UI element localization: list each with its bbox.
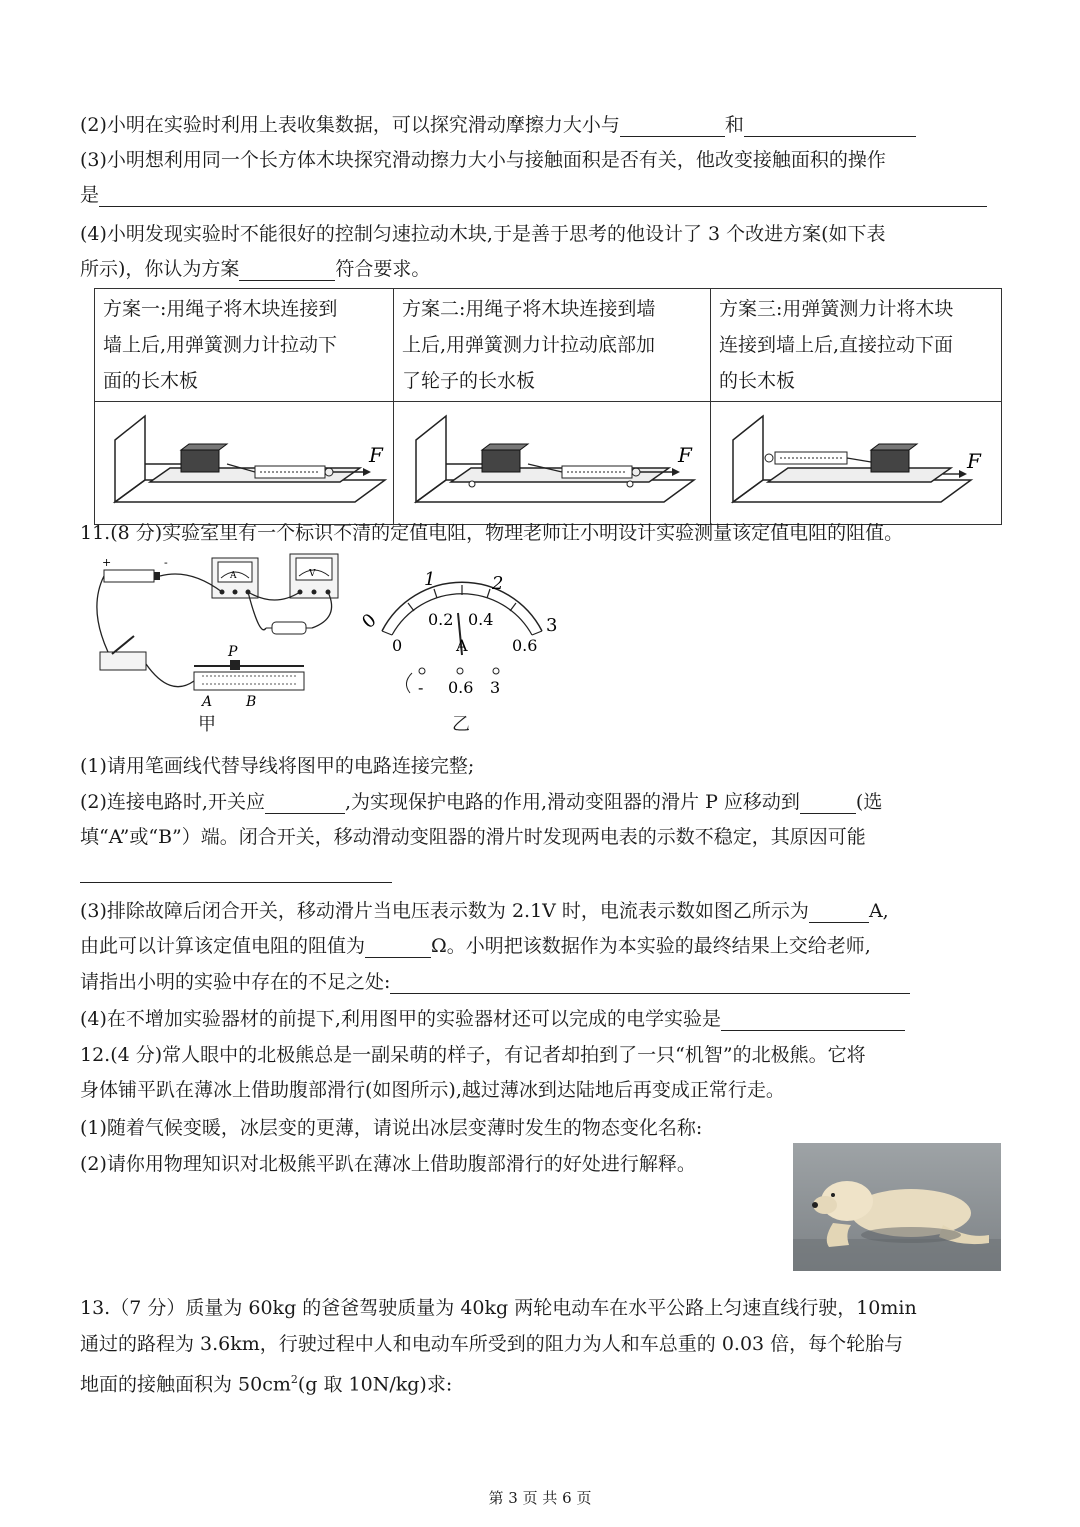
answer-blank[interactable] <box>80 862 392 883</box>
answer-blank[interactable] <box>239 260 335 281</box>
q10-part4-line1: (4)小明发现实验时不能很好的控制匀速拉动木块,于是善于思考的他设计了 3 个改进方案(如下表 <box>80 223 886 245</box>
plan-two-text: 方案二:用绳子将木块连接到墙 上后,用弹簧测力计拉动底部加 了轮子的长水板 <box>394 289 711 402</box>
q12-part1: (1)随着气候变暖，冰层变的更薄，请说出冰层变薄时发生的物态变化名称: <box>80 1117 703 1139</box>
q11-part3-line1: (3)排除故障后闭合开关，移动滑片当电压表示数为 2.1V 时，电流表示数如图乙所示为 A, <box>80 900 889 922</box>
q11-part4: (4)在不增加实验器材的前提下,利用图甲的实验器材还可以完成的电学实验是 <box>80 1007 1002 1031</box>
svg-text:0: 0 <box>358 609 381 634</box>
ammeter-scale-figure-yi <box>358 569 572 703</box>
answer-blank[interactable] <box>99 186 987 207</box>
plan-one-text: 方案一:用绳子将木块连接到 墙上后,用弹簧测力计拉动下 面的长木板 <box>95 289 394 402</box>
svg-text:0.6: 0.6 <box>448 678 474 697</box>
q10-part4-line2: 所示)，你认为方案 符合要求。 <box>80 258 431 280</box>
svg-text:1: 1 <box>424 569 436 590</box>
svg-text:3: 3 <box>490 678 501 697</box>
q10-part2: (2)小明在实验时利用上表收集数据，可以探究滑动摩擦力大小与 和 <box>80 113 1002 137</box>
answer-blank[interactable] <box>800 793 856 814</box>
plan-one-illustration <box>95 402 393 512</box>
q13-line1: 13.（7 分）质量为 60kg 的爸爸驾驶质量为 40kg 两轮电动车在水平公路上匀速直线行驶，10min <box>80 1297 917 1319</box>
answer-blank[interactable] <box>744 116 916 137</box>
plan-two-illustration <box>394 402 710 512</box>
q11-part3-line3: 请指出小明的实验中存在的不足之处: <box>80 970 1002 994</box>
svg-text:F: F <box>369 443 383 467</box>
answer-blank[interactable] <box>365 937 431 958</box>
svg-text:0.4: 0.4 <box>468 610 494 629</box>
plan-two-diagram <box>394 402 711 525</box>
q11-part2-line1: (2)连接电路时,开关应 ,为实现保护电路的作用,滑动变阻器的滑片 P 应移动到 (选 <box>80 791 883 813</box>
plan-one-diagram <box>95 402 394 525</box>
q11-part2-line2: 填“A”或“B”）端。闭合开关，移动滑动变阻器的滑片时发现两电表的示数不稳定，其原因可能 <box>80 826 866 848</box>
answer-blank[interactable] <box>721 1010 905 1031</box>
figure-label-jia: 甲 <box>198 714 216 735</box>
svg-text:B: B <box>246 694 257 710</box>
q11-stem: 11.(8 分)实验室里有一个标识不清的定值电阻，物理老师让小明设计实验测量该定值电阻的阻值。 <box>80 522 904 544</box>
svg-text:-: - <box>418 678 424 697</box>
svg-text:3: 3 <box>546 615 558 636</box>
figure-label-yi: 乙 <box>452 714 470 735</box>
plan-table <box>94 288 1002 525</box>
svg-text:+: + <box>102 556 112 569</box>
q12-part2: (2)请你用物理知识对北极熊平趴在薄冰上借助腹部滑行的好处进行解释。 <box>80 1153 696 1175</box>
q13-line2: 通过的路程为 3.6km，行驶过程中人和电动车所受到的阻力为人和车总重的 0.03 倍，每个轮胎与 <box>80 1333 904 1355</box>
svg-text:A: A <box>202 694 213 710</box>
polar-bear-photo <box>793 1143 1001 1271</box>
answer-blank[interactable] <box>265 793 345 814</box>
q13-line3: 地面的接触面积为 $50cm^2(g$ 取 10N/kg)求: <box>80 1373 453 1396</box>
circuit-figure-jia <box>90 548 360 733</box>
svg-text:A: A <box>230 571 237 581</box>
answer-blank[interactable] <box>620 116 725 137</box>
svg-text:0: 0 <box>392 636 403 655</box>
svg-text:A: A <box>456 636 468 655</box>
q11-part1: (1)请用笔画线代替导线将图甲的电路连接完整; <box>80 755 475 777</box>
plan-three-diagram <box>711 402 1002 525</box>
plan-three-illustration <box>711 402 1001 512</box>
q10-part3-line2: 是 <box>80 183 1002 207</box>
q12-stem-line1: 12.(4 分)常人眼中的北极熊总是一副呆萌的样子，有记者却拍到了一只“机智”的北极熊。它将 <box>80 1044 866 1066</box>
q12-stem-line2: 身体铺平趴在薄冰上借助腹部滑行(如图所示),越过薄冰到达陆地后再变成正常行走。 <box>80 1079 785 1101</box>
svg-text:0.2: 0.2 <box>428 610 454 629</box>
plan-three-text: 方案三:用弹簧测力计将木块 连接到墙上后,直接拉动下面 的长木板 <box>711 289 1002 402</box>
answer-blank[interactable] <box>809 902 869 923</box>
q10-part3-line1: (3)小明想利用同一个长方体木块探究滑动擦力大小与接触面积是否有关，他改变接触面积的操作 <box>80 149 886 171</box>
svg-text:F: F <box>678 443 692 467</box>
svg-text:F: F <box>967 449 981 473</box>
svg-text:0.6: 0.6 <box>512 636 538 655</box>
svg-text:2: 2 <box>492 573 504 594</box>
answer-blank[interactable] <box>390 973 910 994</box>
q11-part3-line2: 由此可以计算该定值电阻的阻值为 Ω。小明把该数据作为本实验的最终结果上交给老师, <box>80 935 871 957</box>
svg-text:P: P <box>228 644 238 660</box>
page-footer: 第 3 页 共 6 页 <box>488 1489 592 1507</box>
svg-text:V: V <box>309 569 316 579</box>
svg-text:-: - <box>164 556 168 569</box>
